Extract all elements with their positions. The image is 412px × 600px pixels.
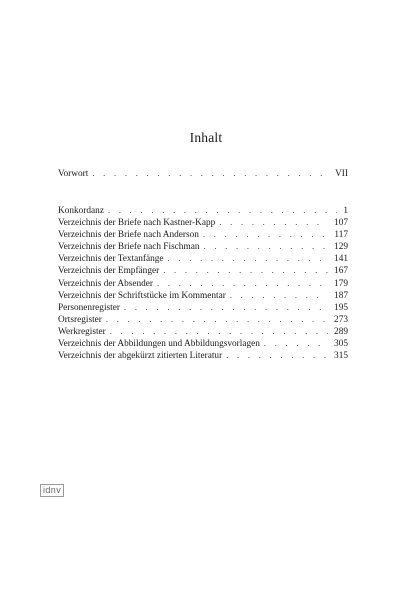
dot-leader [110, 325, 328, 337]
dot-leader [108, 204, 337, 216]
toc-entry-page: 129 [334, 242, 348, 253]
toc-entry-page: VII [335, 169, 348, 179]
toc-entry-label: Verzeichnis der Empfänger [58, 266, 160, 277]
toc-entry-label: Verzeichnis der Briefe nach Anderson [58, 230, 199, 241]
toc-entry-label: Verzeichnis der Schriftstücke im Kommentar [58, 290, 226, 301]
page-title: Inhalt [189, 130, 223, 145]
dot-leader [124, 301, 328, 313]
dot-leader [264, 337, 328, 349]
toc-entry-page: 195 [334, 302, 348, 313]
toc-entry-label: Werkregister [58, 326, 106, 337]
toc-entry [58, 204, 348, 216]
dot-leader [230, 289, 328, 301]
toc-entry [58, 289, 348, 301]
toc-main-list [58, 204, 348, 361]
dot-leader [226, 349, 328, 361]
toc-entry-page: 305 [334, 339, 348, 350]
toc-entry-label: Vorwort [58, 169, 89, 179]
toc-entry-page: 315 [334, 351, 348, 362]
toc-entry-page: 141 [334, 254, 348, 265]
toc-entry [58, 252, 348, 264]
toc-front-matter [58, 167, 348, 179]
toc-entry-page: 273 [334, 314, 348, 325]
toc-entry [58, 301, 348, 313]
toc-entry [58, 313, 348, 325]
toc-entry [58, 337, 348, 349]
dot-leader [106, 313, 328, 325]
toc-entry-page: 289 [334, 326, 348, 337]
toc-entry-label: Verzeichnis der Briefe nach Fischman [58, 242, 200, 253]
toc-entry [58, 349, 348, 361]
toc-entry [58, 240, 348, 252]
toc-entry-label: Verzeichnis der Briefe nach Kastner-Kapp [58, 218, 216, 229]
library-stamp: idnv [40, 484, 64, 497]
toc-entry-page: 167 [334, 266, 348, 277]
toc-entry-page: 179 [334, 278, 348, 289]
toc-entry-label: Personenregister [58, 302, 120, 313]
toc-entry-label: Verzeichnis der Textanfänge [58, 254, 164, 265]
toc-entry-page: 117 [334, 230, 348, 241]
dot-leader [157, 277, 328, 289]
dot-leader [163, 264, 328, 276]
toc-entry-page: 1 [343, 206, 348, 216]
toc-entry [58, 216, 348, 228]
toc-entry [58, 325, 348, 337]
toc-entry-label: Verzeichnis der Absender [58, 278, 153, 289]
toc-entry [58, 228, 348, 240]
toc-entry-label: Konkordanz [58, 206, 104, 216]
toc-entry [58, 167, 348, 179]
toc-entry-label: Verzeichnis der abgekürzt zitierten Literatur [58, 351, 223, 362]
dot-leader [203, 240, 328, 252]
dot-leader [203, 228, 328, 240]
dot-leader [219, 216, 328, 228]
toc-entry-label: Verzeichnis der Abbildungen und Abbildungsvorlagen [58, 339, 260, 350]
toc-entry-page: 107 [334, 218, 348, 229]
toc-entry-label: Ortsregister [58, 314, 102, 325]
dot-leader [92, 167, 329, 179]
toc-entry [58, 277, 348, 289]
toc-entry [58, 264, 348, 276]
toc-entry-page: 187 [334, 290, 348, 301]
dot-leader [168, 252, 329, 264]
